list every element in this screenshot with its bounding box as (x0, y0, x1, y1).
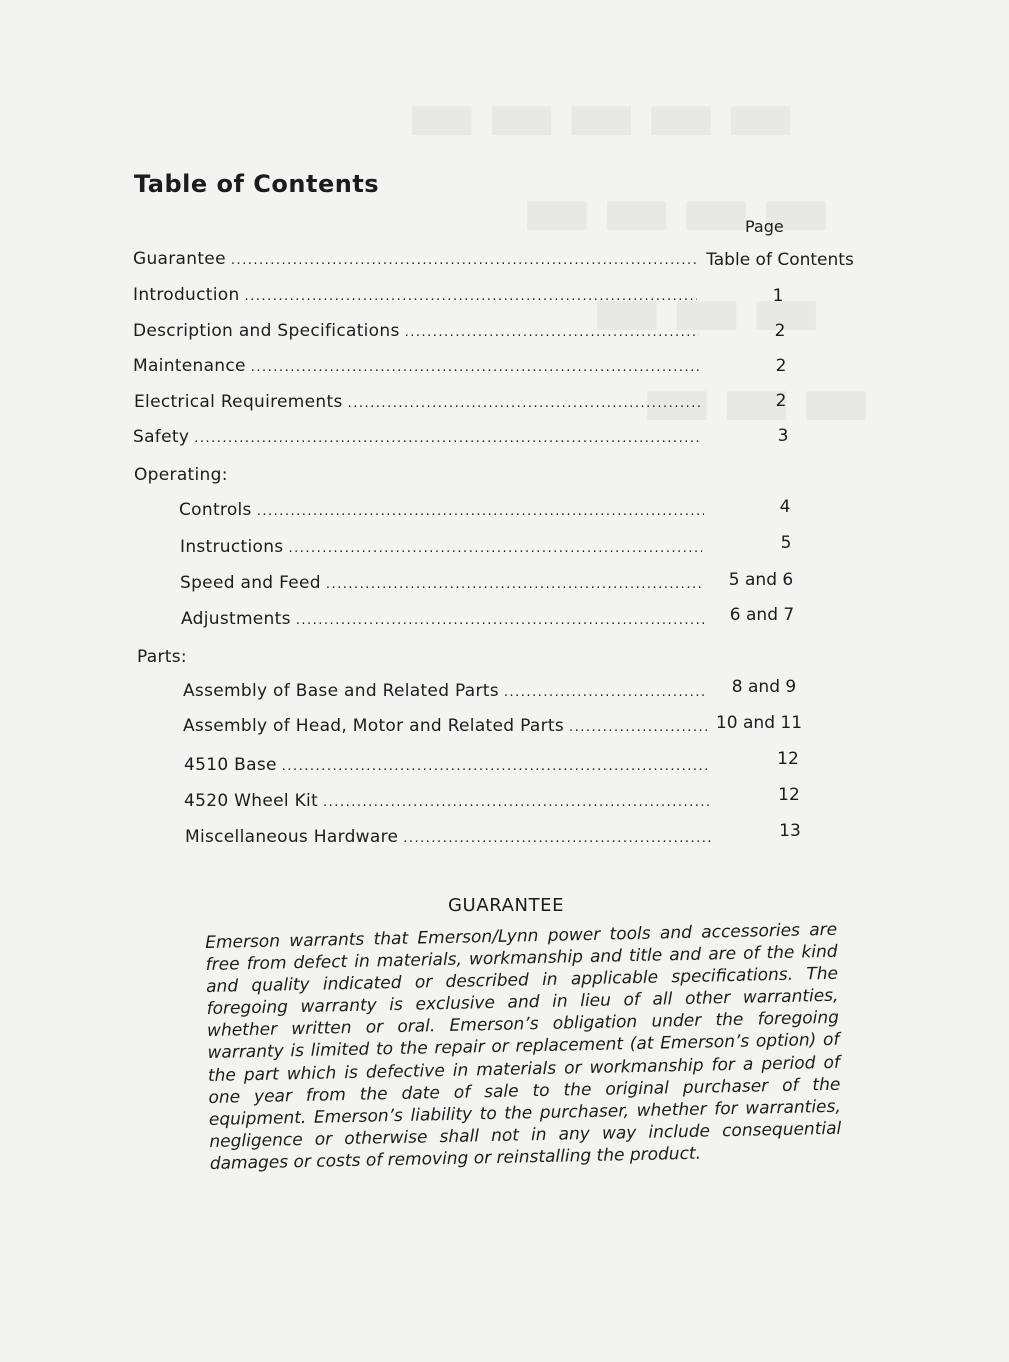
dot-leader (288, 541, 702, 556)
toc-entry-page: 5 and 6 (728, 570, 794, 590)
toc-entry-label: Instructions (180, 537, 284, 557)
toc-entry (133, 356, 703, 380)
bleed-through-shadow (520, 165, 839, 255)
dot-leader (282, 759, 710, 774)
toc-entry (133, 249, 699, 273)
dot-leader (323, 795, 712, 810)
toc-entry-label: Speed and Feed (180, 573, 321, 593)
toc-entry-label: Safety (133, 427, 190, 447)
dot-leader (194, 431, 701, 446)
toc-entry-page: 2 (775, 391, 787, 411)
toc-entry (184, 755, 712, 779)
toc-entry (133, 285, 699, 309)
toc-entry-label: 4520 Wheel Kit (184, 791, 319, 811)
dot-leader (257, 504, 704, 519)
toc-entry-label: Miscellaneous Hardware (185, 827, 399, 847)
toc-entry-page: 12 (777, 749, 799, 769)
dot-leader (403, 831, 714, 846)
dot-leader (245, 289, 697, 304)
toc-entry-label: Assembly of Head, Motor and Related Parts (183, 716, 564, 736)
toc-entry-page: 13 (779, 821, 801, 841)
toc-entry-label: Guarantee (133, 249, 226, 269)
toc-entry-label: Description and Specifications (133, 321, 400, 341)
page-column-header: Page (745, 217, 784, 236)
dot-leader (296, 613, 705, 628)
toc-entry (180, 537, 704, 561)
toc-entry (184, 791, 714, 815)
toc-entry (133, 427, 703, 451)
toc-entry-page: 6 and 7 (729, 605, 795, 625)
toc-entry (180, 573, 706, 597)
dot-leader (405, 325, 699, 340)
dot-leader (348, 396, 701, 411)
toc-entry-label: 4510 Base (184, 755, 277, 775)
toc-entry-page: 2 (774, 321, 786, 341)
toc-entry (183, 681, 710, 705)
toc-entry-page: 12 (778, 785, 800, 805)
toc-entry-page: 10 and 11 (715, 713, 803, 733)
bleed-through-shadow (405, 70, 803, 160)
guarantee-heading: GUARANTEE (448, 895, 565, 916)
section-label-operating: Operating: (134, 465, 228, 485)
toc-entry-label: Electrical Requirements (134, 392, 343, 412)
toc-entry-page: 3 (777, 426, 789, 446)
toc-entry-page: 8 and 9 (731, 677, 797, 697)
toc-entry (134, 392, 703, 416)
toc-entry-label: Controls (179, 500, 252, 520)
toc-entry-label: Maintenance (133, 356, 246, 376)
dot-leader (251, 360, 701, 375)
toc-entry-page: Table of Contents (706, 250, 854, 270)
toc-entry-page: 2 (775, 356, 787, 376)
toc-entry-label: Assembly of Base and Related Parts (183, 681, 499, 701)
toc-title: Table of Contents (134, 170, 380, 198)
dot-leader (504, 685, 708, 700)
toc-entry-page: 5 (780, 533, 792, 553)
toc-entry-page: 4 (779, 497, 791, 517)
guarantee-body: Emerson warrants that Emerson/Lynn power tools and accessories are free from defect in materials, workmanship and title and are of the kind and quality indicated or described in applicable specifications. The foregoing warranty is exclusive and in lieu of all other warranties, whether written or oral. Emerson’s obligation under the foregoing warranty is limited to the repair or replacement (at Emerson’s option) of the part which is defective in materials or workmanship for a period of one year from the date of sale to the original purchaser of the equipment. Emerson’s liability to the purchaser, whether for warranties, negligence or otherwise shall not in any way include consequential damages or costs of removing or reinstalling the product. (205, 919, 842, 1174)
toc-entry-label: Adjustments (181, 609, 291, 629)
section-label-parts: Parts: (137, 647, 187, 667)
dot-leader (326, 577, 704, 592)
toc-entry (179, 500, 706, 524)
toc-entry-page: 1 (772, 286, 784, 306)
toc-entry (185, 827, 716, 851)
toc-entry (181, 609, 707, 633)
toc-entry (133, 321, 701, 345)
toc-entry-label: Introduction (133, 285, 240, 305)
dot-leader (231, 253, 697, 268)
toc-entry (183, 716, 713, 740)
